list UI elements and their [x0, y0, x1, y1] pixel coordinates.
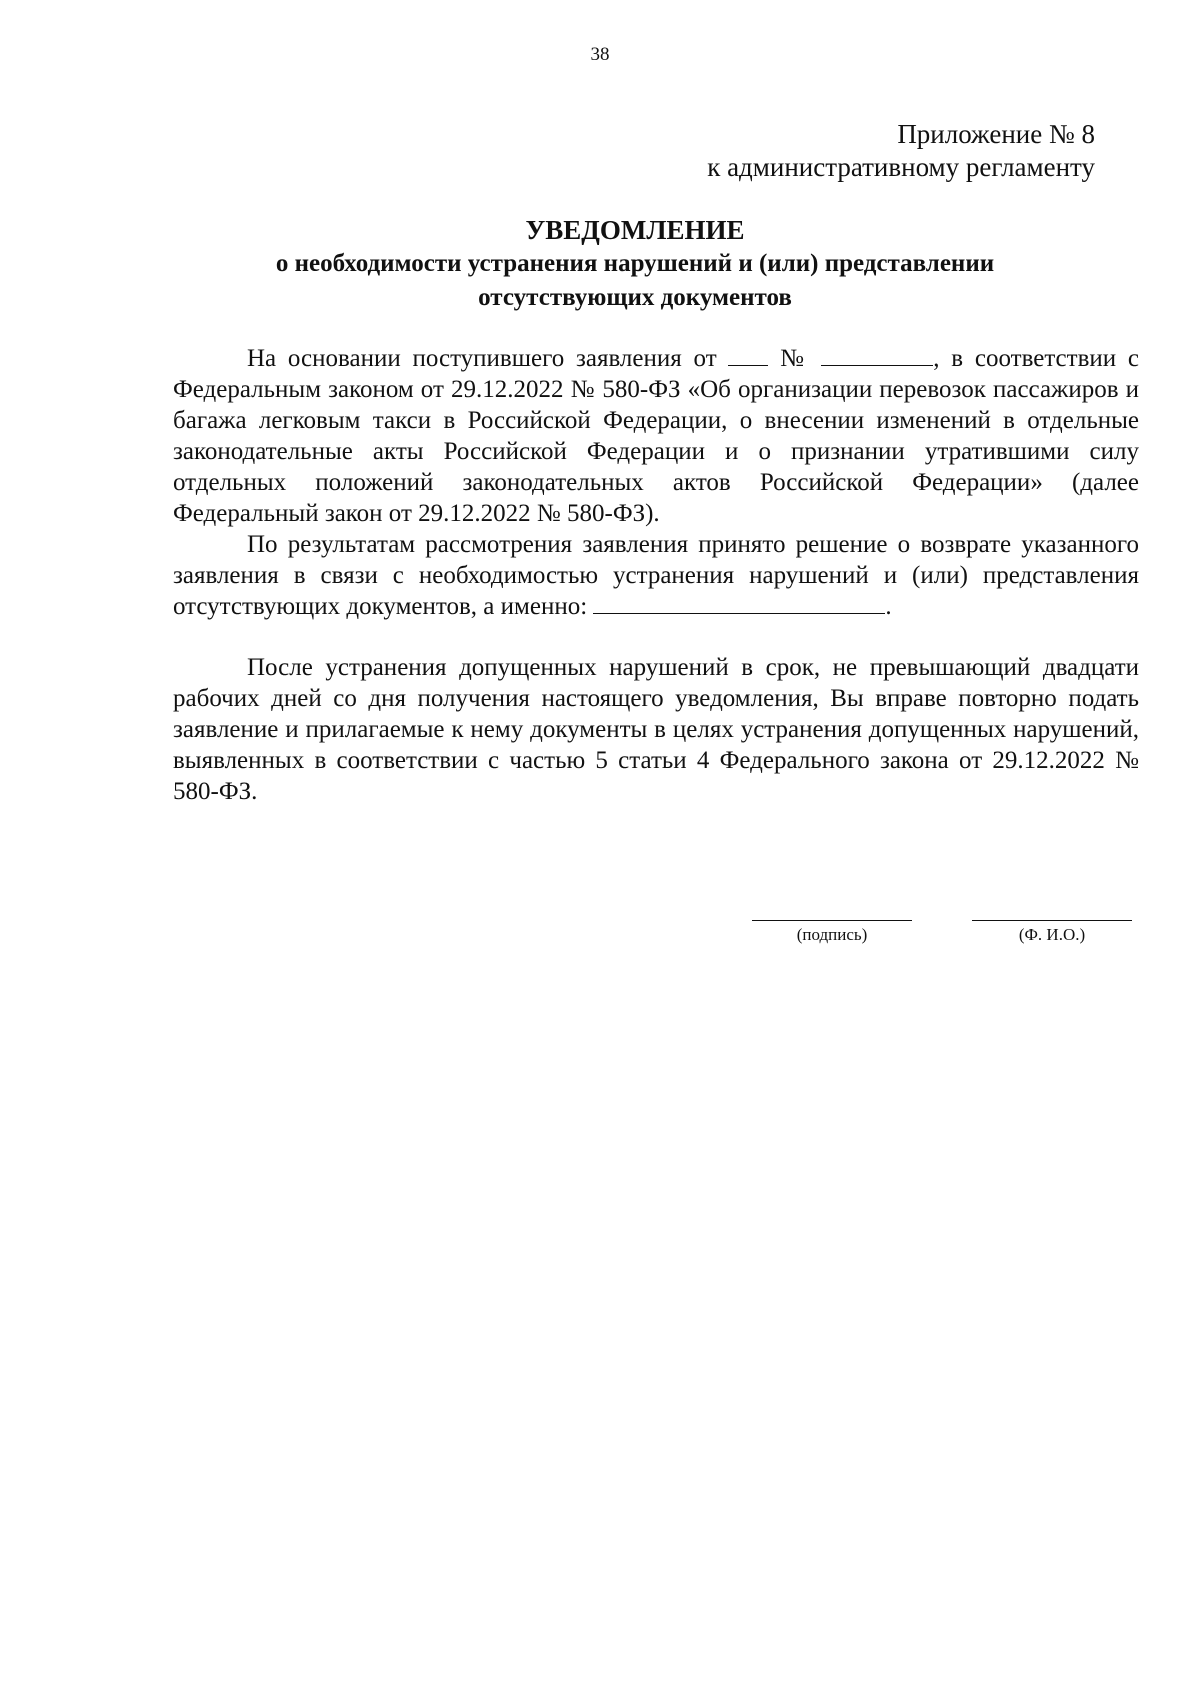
page-number: 38 [590, 44, 610, 65]
title-subtitle-line2: отсутствующих документов [478, 284, 792, 311]
signature-block [752, 920, 912, 945]
appendix-reference: к административному регламенту [707, 152, 1095, 182]
name-label: (Ф. И.О.) [1018, 925, 1086, 944]
paragraph-resubmission: После устранения допущенных нарушений в срок, не превышающий двадцати рабочих дней со дня получения настоящего уведомления, Вы вправе повторно подать заявление и прилагаемые к нему документы в целях устранения допущенных нарушений, выявленных в соответствии с частью 5 статьи 4 Федерального закона от 29.12.2022 № 580-ФЗ. [173, 654, 1139, 805]
signature-label: (подпись) [796, 925, 868, 944]
paragraph-gap [173, 622, 1139, 652]
title-subtitle-line1: о необходимости устранения нарушений и (или) представлении [275, 250, 995, 277]
appendix-header [707, 118, 1095, 184]
decision-text: По результатам рассмотрения заявления принято решение о возврате указанного заявления в связи с необходимостью устранения нарушений и (или) представления отсутствующих документов, а именно: [173, 531, 1139, 620]
name-block [972, 920, 1132, 945]
paragraph-decision [173, 529, 1139, 622]
date-blank [728, 345, 768, 366]
decision-end: . [885, 593, 892, 620]
title-main: УВЕДОМЛЕНИЕ [525, 215, 745, 245]
reasons-blank [593, 593, 885, 614]
basis-text: На основании поступившего заявления от [247, 345, 717, 372]
paragraph-application-basis [173, 343, 1139, 529]
basis-continuation: , в соответствии с Федеральным законом от 29.12.2022 № 580-ФЗ «Об организации перевозок пассажиров и багажа легковым такси в Российской Федерации, о внесении изменений в отдельные законодательные акты Российской Федерации и о признании утратившими силу отдельных положений законодательных актов Российской Федерации» (далее Федеральный закон от 29.12.2022 № 580-ФЗ). [173, 345, 1139, 527]
appendix-number: Приложение № 8 [897, 119, 1095, 149]
number-sign: № [780, 345, 810, 372]
document-title [170, 213, 1100, 315]
name-line [972, 920, 1132, 921]
document-body [173, 343, 1139, 807]
number-blank [821, 345, 933, 366]
signature-line [752, 920, 912, 921]
